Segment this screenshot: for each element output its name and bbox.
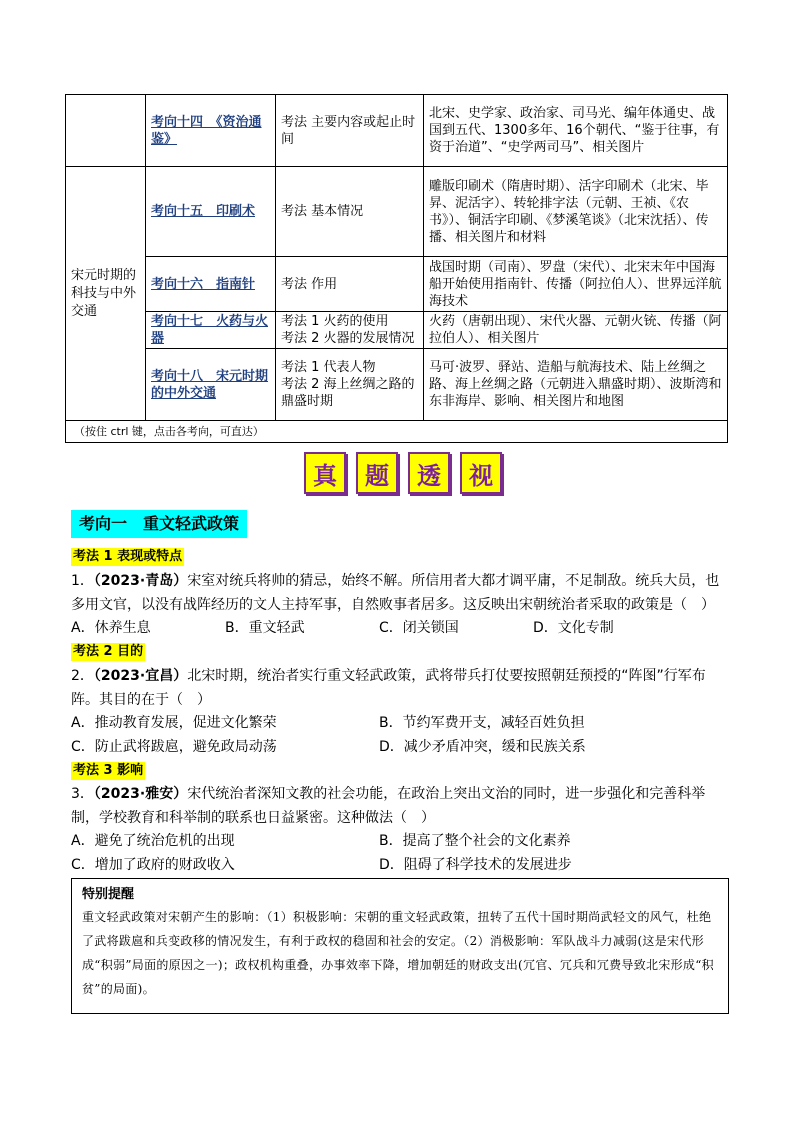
option[interactable]: D．减少矛盾冲突，缓和民族关系 bbox=[379, 739, 586, 755]
option[interactable]: D．阻碍了科学技术的发展进步 bbox=[379, 857, 572, 873]
table-note-row bbox=[66, 421, 728, 443]
table-row bbox=[66, 349, 728, 421]
table-row bbox=[66, 95, 728, 167]
option[interactable]: C．增加了政府的财政收入 bbox=[71, 857, 235, 873]
banner-char: 题 bbox=[356, 452, 398, 494]
option[interactable]: A．推动教育发展，促进文化繁荣 bbox=[71, 715, 277, 731]
tip-title: 特别提醒 bbox=[82, 887, 135, 902]
table-row bbox=[66, 312, 728, 349]
topic-link[interactable]: 考向十七 火药与火器 bbox=[151, 314, 269, 346]
section-banner bbox=[304, 452, 502, 494]
method-tag: 考法 3 影响 bbox=[73, 763, 144, 778]
tip-box bbox=[71, 878, 729, 1014]
option[interactable]: B．节约军费开支，减轻百姓负担 bbox=[379, 715, 585, 731]
question-number: 2． bbox=[71, 668, 94, 684]
outline-table bbox=[65, 94, 728, 443]
option[interactable]: D．文化专制 bbox=[533, 620, 614, 636]
option[interactable]: C．闭关锁国 bbox=[379, 620, 459, 636]
method-cell: 考法 作用 bbox=[276, 257, 424, 312]
options-grid bbox=[71, 711, 731, 759]
options-grid bbox=[71, 829, 731, 877]
table-row bbox=[66, 257, 728, 312]
option[interactable]: B．重文轻武 bbox=[225, 620, 305, 636]
options-row bbox=[71, 616, 731, 640]
topic-link[interactable]: 考向十六 指南针 bbox=[151, 276, 256, 292]
topic-cell[interactable] bbox=[146, 312, 276, 349]
option[interactable]: B．提高了整个社会的文化素养 bbox=[379, 833, 571, 849]
question-number: 3． bbox=[71, 786, 94, 802]
points-cell: 马可·波罗、驿站、造船与航海技术、陆上丝绸之路、海上丝绸之路（元朝进入鼎盛时期）、波斯湾和东非海岸、影响、相关图片和地图 bbox=[424, 349, 728, 421]
question-source: （2023·青岛） bbox=[93, 573, 188, 589]
topic-link[interactable]: 考向十五 印刷术 bbox=[151, 204, 256, 219]
method-cell: 考法 基本情况 bbox=[276, 167, 424, 257]
points-cell: 战国时期（司南）、罗盘（宋代）、北宋末年中国海船开始使用指南针、传播（阿拉伯人）、世界远洋航海技术 bbox=[424, 257, 728, 312]
question-source: （2023·雅安） bbox=[93, 786, 188, 802]
topic-cell[interactable] bbox=[146, 95, 276, 167]
tip-text: 重文轻武政策对宋朝产生的影响：（1）积极影响：宋朝的重文轻武政策，扭转了五代十国时期尚武轻文的风气，杜绝了武将跋扈和兵变政移的情况发生，有利于政权的稳固和社会的安定。（2）消极影响：军队战斗力减弱(这是宋代形成“积弱”局面的原因之一)；政权机构重叠，办事效率下降，增加朝廷的财政支出(冗官、冗兵和冗费导致北宋形成“积贫”的局面)。 bbox=[82, 910, 714, 996]
topic-cell[interactable] bbox=[146, 257, 276, 312]
group-cell-empty bbox=[66, 95, 146, 167]
question-stem bbox=[71, 664, 731, 712]
question-number: 1． bbox=[71, 573, 94, 589]
method-cell: 考法 1 代表人物 考法 2 海上丝绸之路的鼎盛时期 bbox=[276, 349, 424, 421]
question-text: 宋室对统兵将帅的猜忌，始终不解。所信用者大都才调平庸，不足制敌。统兵大员，也多用文官，以没有战阵经历的文人主持军事，自然败事者居多。这反映出宋朝统治者采取的政策是（ ） bbox=[71, 573, 720, 613]
points-cell: 火药（唐朝出现）、宋代火器、元朝火铳、传播（阿拉伯人）、相关图片 bbox=[424, 312, 728, 349]
question-stem bbox=[71, 569, 731, 617]
topic-link[interactable]: 考向十四 《资治通鉴》 bbox=[151, 114, 262, 147]
option[interactable]: C．防止武将跋扈，避免政局动荡 bbox=[71, 739, 277, 755]
table-row bbox=[66, 167, 728, 257]
group-cell: 宋元时期的科技与中外交通 bbox=[66, 167, 146, 421]
table-note: （按住 ctrl 键，点击各考向，可直达） bbox=[66, 421, 728, 443]
question-source: （2023·宜昌） bbox=[93, 668, 188, 684]
topic-link[interactable]: 考向十八 宋元时期的中外交通 bbox=[151, 368, 269, 401]
option[interactable]: A．休养生息 bbox=[71, 620, 151, 636]
method-cell: 考法 1 火药的使用 考法 2 火器的发展情况 bbox=[276, 312, 424, 349]
option[interactable]: A．避免了统治危机的出现 bbox=[71, 833, 235, 849]
topic-cell[interactable] bbox=[146, 167, 276, 257]
method-tag: 考法 2 目的 bbox=[73, 644, 144, 659]
method-cell: 考法 主要内容或起止时间 bbox=[276, 95, 424, 167]
method-tag: 考法 1 表现或特点 bbox=[73, 549, 183, 564]
topic-cell[interactable] bbox=[146, 349, 276, 421]
points-cell: 北宋、史学家、政治家、司马光、编年体通史、战国到五代、1300多年、16个朝代、“鉴于往事，有资于治道”、“史学两司马”、相关图片 bbox=[424, 95, 728, 167]
section-title: 考向一 重文轻武政策 bbox=[71, 510, 247, 538]
question-stem bbox=[71, 782, 731, 830]
banner-char: 透 bbox=[408, 452, 450, 494]
points-cell: 雕版印刷术（隋唐时期）、活字印刷术（北宋、毕昇、泥活字）、转轮排字法（元朝、王祯、《农书》）、铜活字印刷、《梦溪笔谈》（北宋沈括）、传播、相关图片和材料 bbox=[424, 167, 728, 257]
question-text: 宋代统治者深知文教的社会功能，在政治上突出文治的同时，进一步强化和完善科举制，学校教育和科举制的联系也日益紧密。这种做法（ ） bbox=[71, 786, 706, 826]
banner-char: 视 bbox=[460, 452, 502, 494]
question-text: 北宋时期，统治者实行重文轻武政策，武将带兵打仗要按照朝廷预授的“阵图”行军布阵。其目的在于（ ） bbox=[71, 668, 706, 708]
banner-char: 真 bbox=[304, 452, 346, 494]
